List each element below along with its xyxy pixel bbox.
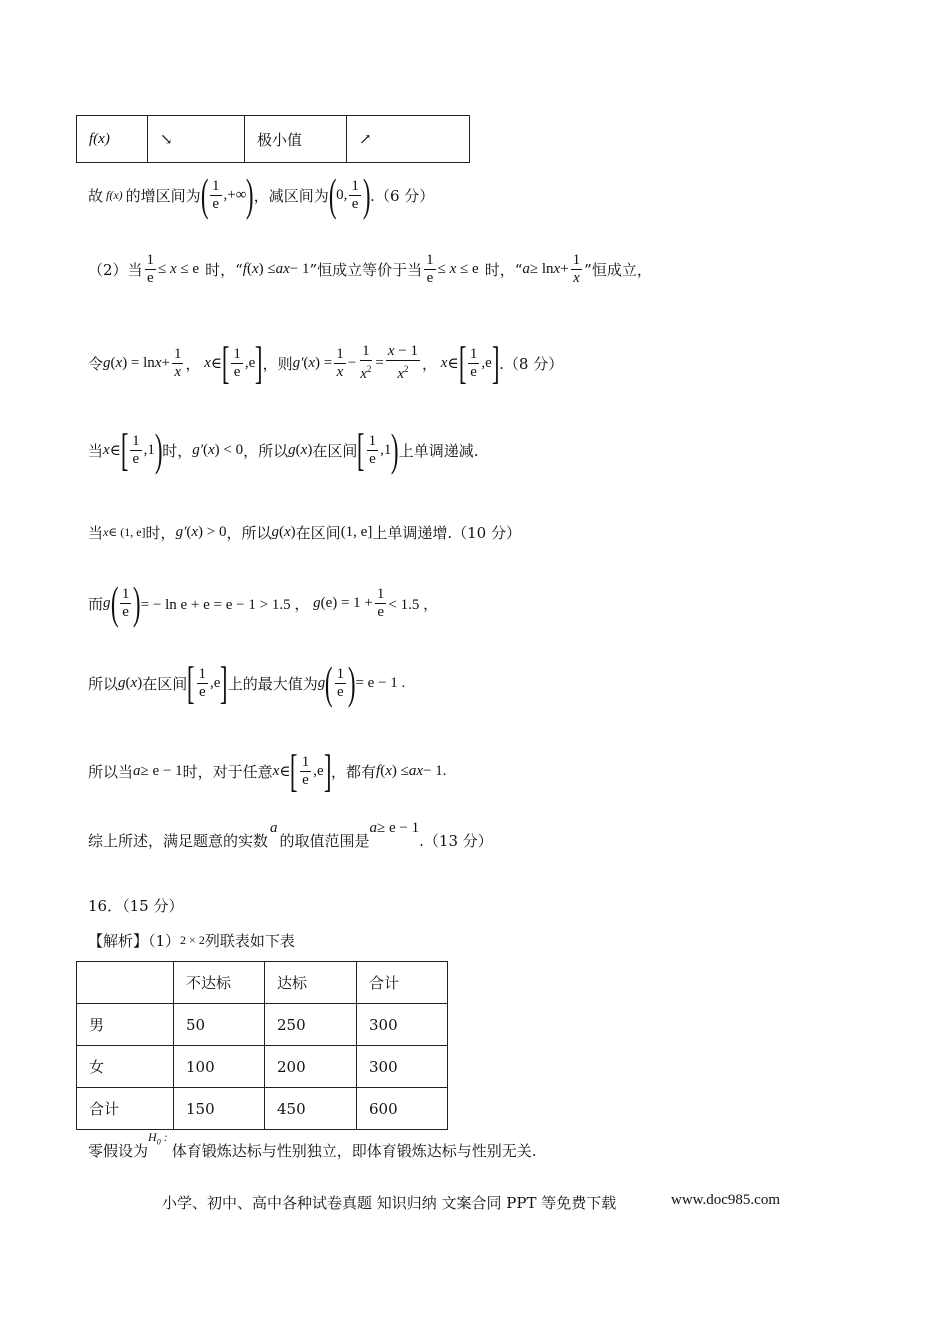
- line-increasing: 当 x ∈ (1, e] 时， g′ ( x ) > 0 ，所以 g ( x ) 在区间 (1, e] 上单调递增.（10 分）: [88, 524, 521, 542]
- table-cell: 300: [357, 1046, 448, 1088]
- table-cell: ↘: [148, 116, 245, 163]
- table-cell: 合计: [357, 962, 448, 1004]
- line-decreasing: 当 x ∈ [ $\frac{1}{e}$ ,1 ) 时， g′ ( x ) < 0 ，所以 g ( x ) 在区间 [ $\frac{1}{e}$ ,1 ) 上单调递减.: [88, 424, 479, 475]
- table-cell: 不达标: [174, 962, 265, 1004]
- table-cell: 合计: [77, 1088, 174, 1130]
- monotonicity-table: [76, 115, 470, 163]
- footer-text: 小学、初中、高中各种试卷真题 知识归纳 文案合同 PPT 等免费下载: [162, 1194, 617, 1212]
- footer-link[interactable]: www.doc985.com: [671, 1192, 781, 1208]
- analysis-line: 【解析】（1） 2 × 2 列联表如下表: [88, 932, 295, 950]
- table-cell: 200: [265, 1046, 357, 1088]
- table-cell: 300: [357, 1004, 448, 1046]
- table-row: [77, 1046, 448, 1088]
- table-cell: 250: [265, 1004, 357, 1046]
- table-cell: 100: [174, 1046, 265, 1088]
- contingency-table: [76, 961, 448, 1130]
- null-hypothesis-line: 零假设为 $H_0$ : 体育锻炼达标与性别独立，即体育锻炼达标与性别无关.: [88, 1130, 537, 1160]
- line-conclusion: 所以当 a ≥ e − 1 时，对于任意 x ∈ [ $\frac{1}{e}$ ,e ] ，都有 f ( x ) ≤ ax − 1.: [88, 745, 447, 796]
- table-cell: 450: [265, 1088, 357, 1130]
- question-16-heading: 16．（15 分）: [88, 897, 184, 915]
- table-cell: 50: [174, 1004, 265, 1046]
- table-cell: ↗: [347, 116, 470, 163]
- line-increasing-interval: 故 f(x) 的增区间为 ( $\frac{1}{e}$ ,+∞ ) ，减区间为 ( 0, $\frac{1}{e}$ ) .（6 分）: [88, 169, 435, 220]
- table-row: [77, 1004, 448, 1046]
- table-cell: 极小值: [245, 116, 347, 163]
- table-cell: 600: [357, 1088, 448, 1130]
- line-compare-values: 而 g ( $\frac{1}{e}$ ) = − ln e + e = e − 1 > 1.5 ， g (e) = 1 + $\frac{1}{e}$ < 1.5 ，: [88, 577, 439, 628]
- table-cell: f(x): [77, 116, 148, 163]
- line-summary: 综上所述，满足题意的实数 a 的取值范围是 a ≥ e − 1 .（13 分）: [88, 820, 493, 850]
- line-define-g: 令 g ( x ) = ln x + $\frac{1}{x}$ ， x ∈ [ $\frac{1}{e}$ ,e ] ，则 g′ ( x ) = $\frac{1}{x}$ − $\frac{1}{x^2}$ = $\frac{x - 1}{x^2}$ ， x ∈ [ $\frac{1}{e}$ ,e ] .（8 分）: [88, 337, 564, 388]
- line-part2-condition: （2）当 $\frac{1}{e}$ ≤ x ≤ e 时，“ f ( x ) ≤ ax − 1 ”恒成立等价于当 $\frac{1}{e}$ ≤ x ≤ e 时，“ a ≥ ln x + $\frac{1}{x}$ ”恒成立，: [88, 252, 652, 286]
- table-row: [77, 1088, 448, 1130]
- line-maximum: 所以 g ( x ) 在区间 [ $\frac{1}{e}$ ,e ] 上的最大值为 g ( $\frac{1}{e}$ ) = e − 1 .: [88, 657, 406, 708]
- table-cell: [77, 962, 174, 1004]
- table-cell: 达标: [265, 962, 357, 1004]
- table-cell: 女: [77, 1046, 174, 1088]
- table-cell: 男: [77, 1004, 174, 1046]
- table-cell: 150: [174, 1088, 265, 1130]
